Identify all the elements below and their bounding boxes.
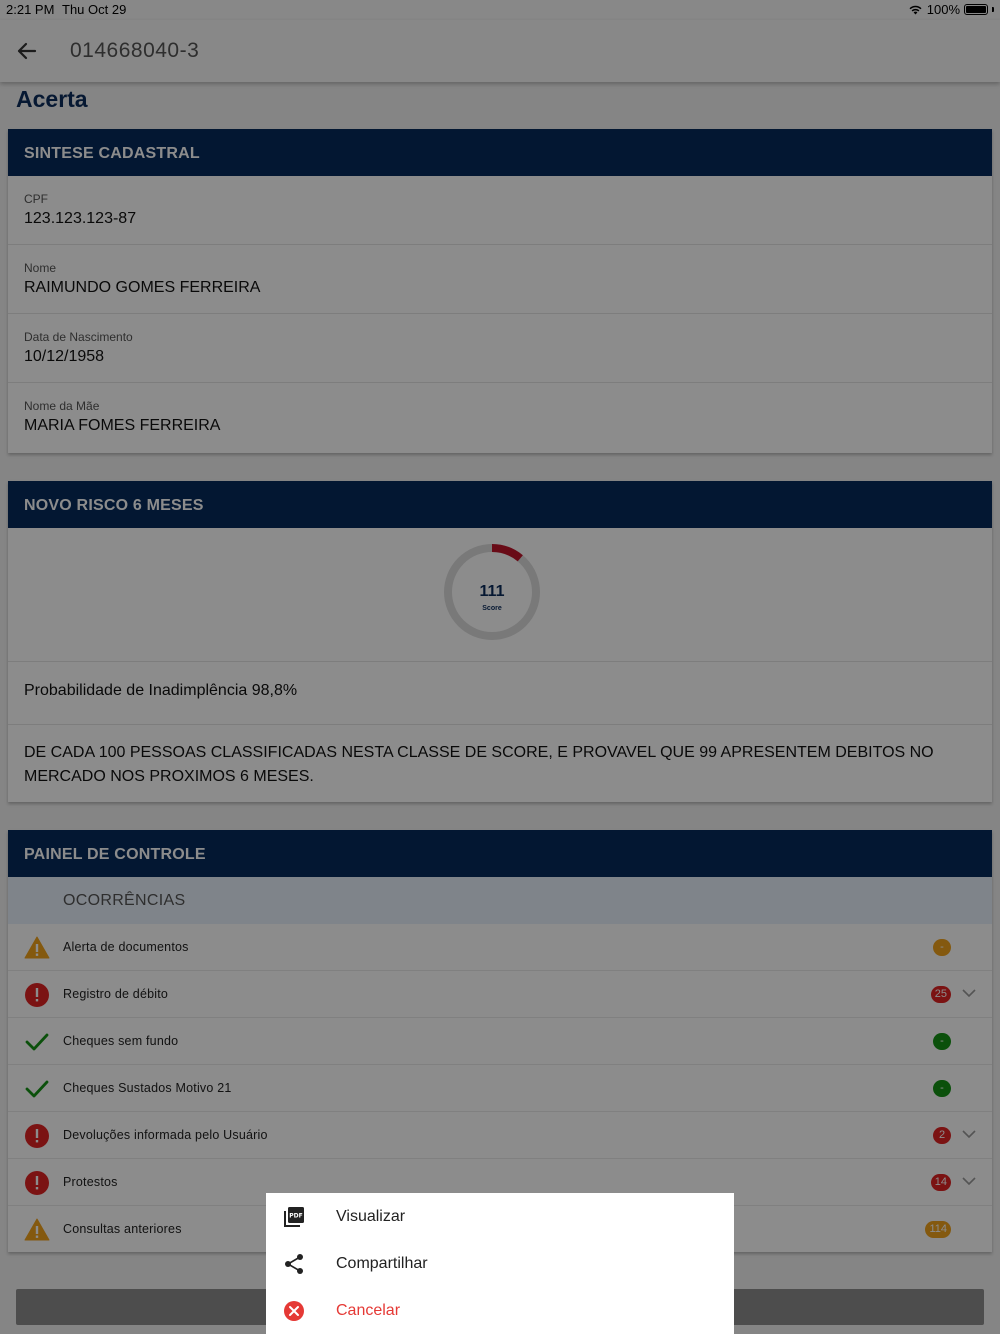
status-date: Thu Oct 29 <box>62 2 127 17</box>
cpf-label: CPF <box>24 192 48 206</box>
occurrence-badge: 25 <box>931 986 951 1003</box>
occurrence-badge: 114 <box>925 1221 951 1238</box>
occurrence-badge: - <box>933 1080 951 1097</box>
mae-value: MARIA FOMES FERREIRA <box>24 417 221 434</box>
risco-description: DE CADA 100 PESSOAS CLASSIFICADAS NESTA CLASSE DE SCORE, E PROVAVEL QUE 99 APRESENTEM DEBITOS NO MERCADO NOS PROXIMOS 6 MESES. <box>24 744 934 785</box>
app-bar-title: 014668040-3 <box>70 39 200 62</box>
cancelar-label: Cancelar <box>336 1302 401 1319</box>
visualizar-label: Visualizar <box>336 1208 406 1225</box>
sintese-header: SINTESE CADASTRAL <box>8 129 992 176</box>
nome-value: RAIMUNDO GOMES FERREIRA <box>24 279 261 296</box>
risco-header: NOVO RISCO 6 MESES <box>8 481 992 528</box>
ocorrencias-subheader: OCORRÊNCIAS <box>8 877 992 924</box>
occurrence-label: Devoluções informada pelo Usuário <box>63 1128 268 1142</box>
cancelar-option[interactable] <box>266 1287 734 1334</box>
probabilidade-text: Probabilidade de Inadimplência 98,8% <box>8 662 992 725</box>
occurrence-label: Cheques sem fundo <box>63 1034 179 1048</box>
pdf-icon <box>283 1206 305 1228</box>
action-sheet <box>266 1193 734 1334</box>
occurrence-label: Registro de débito <box>63 987 169 1001</box>
nascimento-value: 10/12/1958 <box>24 348 105 365</box>
occurrence-badge: 2 <box>933 1127 951 1144</box>
visualizar-option[interactable] <box>266 1193 734 1240</box>
occurrence-badge: 14 <box>931 1174 951 1191</box>
occurrence-label: Alerta de documentos <box>63 940 189 954</box>
nome-label: Nome <box>24 261 57 275</box>
nascimento-label: Data de Nascimento <box>24 330 133 344</box>
status-time: 2:21 PM <box>6 2 55 17</box>
battery-percent: 100% <box>926 2 960 17</box>
occurrence-label: Consultas anteriores <box>63 1222 182 1236</box>
page-title: Acerta <box>16 86 88 112</box>
mae-label: Nome da Mãe <box>24 399 100 413</box>
score-label: Score <box>482 605 502 612</box>
occurrence-label: Cheques Sustados Motivo 21 <box>63 1081 232 1095</box>
score-value: 111 <box>479 583 505 600</box>
compartilhar-label: Compartilhar <box>336 1255 428 1272</box>
share-icon <box>283 1253 305 1275</box>
occurrence-badge: - <box>933 1033 951 1050</box>
painel-header: PAINEL DE CONTROLE <box>8 830 992 877</box>
cancel-icon <box>283 1300 305 1322</box>
compartilhar-option[interactable] <box>266 1240 734 1287</box>
svg-text:PDF: PDF <box>289 1212 303 1220</box>
occurrence-badge: - <box>933 939 951 956</box>
occurrence-label: Protestos <box>63 1175 118 1189</box>
cpf-value: 123.123.123-87 <box>24 210 137 227</box>
